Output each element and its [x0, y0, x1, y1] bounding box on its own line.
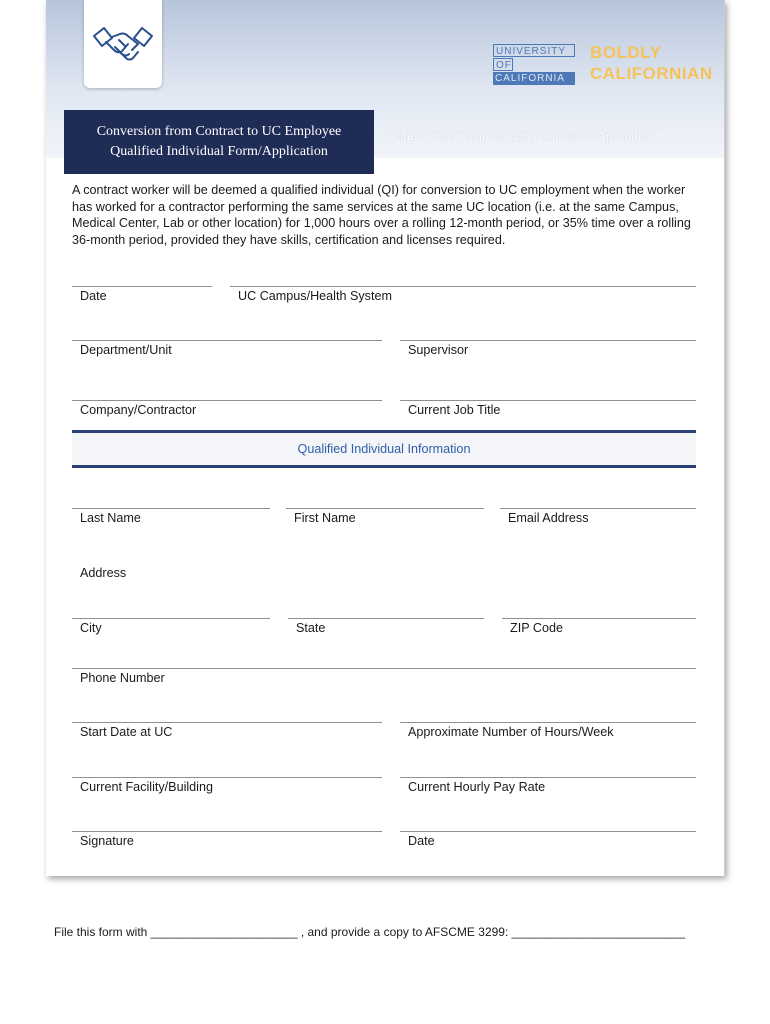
uc-logo-line-1: UNIVERSITY [493, 44, 575, 57]
email-field[interactable] [500, 508, 696, 525]
logo-badge [84, 0, 162, 88]
start-date-label: Start Date at UC [80, 725, 173, 739]
form-title [64, 110, 374, 174]
zip-field[interactable] [502, 618, 696, 635]
phone-field[interactable] [72, 668, 696, 685]
facility-field[interactable] [72, 777, 382, 794]
form-title-line-1: Conversion from Contract to UC Employee [96, 124, 342, 139]
state-label: State [296, 621, 326, 635]
section-header [72, 430, 696, 468]
first-name-label: First Name [294, 511, 356, 525]
appendix-label: Patient Care Technical (EX) Contract – Appendix J [390, 128, 657, 143]
facility-label: Current Facility/Building [80, 780, 213, 794]
university-logo [493, 44, 575, 86]
company-label: Company/Contractor [80, 403, 197, 417]
signature-label: Signature [80, 834, 134, 848]
department-label: Department/Unit [80, 343, 172, 357]
supervisor-field[interactable] [400, 340, 696, 357]
tagline-line-1: BOLDLY [590, 43, 662, 62]
boldly-californian-tagline [590, 42, 713, 84]
supervisor-label: Supervisor [408, 343, 469, 357]
zip-label: ZIP Code [510, 621, 563, 635]
start-date-field[interactable] [72, 722, 382, 739]
date-label: Date [80, 289, 107, 303]
department-field[interactable] [72, 340, 382, 357]
address-field[interactable] [72, 563, 696, 580]
uc-logo-line-2: OF [493, 58, 513, 71]
address-label: Address [80, 566, 127, 580]
last-name-field[interactable] [72, 508, 270, 525]
tagline-line-2: CALIFORNIAN [590, 64, 713, 83]
signature-field[interactable] [72, 831, 382, 848]
state-field[interactable] [288, 618, 484, 635]
city-label: City [80, 621, 102, 635]
first-name-field[interactable] [286, 508, 484, 525]
handshake-icon [92, 22, 154, 66]
email-label: Email Address [508, 511, 589, 525]
intro-paragraph: A contract worker will be deemed a qualified individual (QI) for conversion to UC employment when the worker has worked for a contractor performing the same services at the same UC location (i.e. at the same Campus, Medical Center, Lab or other location) for 1,000 hours over a rolling 12-month period, or 35% time over a rolling 36-month period, provided they have skills, certification and licenses required. [72, 183, 691, 247]
pay-rate-field[interactable] [400, 777, 696, 794]
section-title: Qualified Individual Information [297, 442, 471, 456]
uc-logo-line-3: CALIFORNIA [493, 72, 575, 85]
sign-date-field[interactable] [400, 831, 696, 848]
campus-field[interactable] [230, 286, 696, 303]
job-title-label: Current Job Title [408, 403, 501, 417]
pay-rate-label: Current Hourly Pay Rate [408, 780, 546, 794]
form-title-line-2: Qualified Individual Form/Application [110, 144, 328, 159]
sign-date-label: Date [408, 834, 435, 848]
date-field[interactable] [72, 286, 212, 303]
job-title-field[interactable] [400, 400, 696, 417]
hours-field[interactable] [400, 722, 696, 739]
phone-label: Phone Number [80, 671, 165, 685]
footer-instructions: File this form with ______________________ , and provide a copy to AFSCME 3299: __________________________ [54, 925, 686, 939]
hours-label: Approximate Number of Hours/Week [408, 725, 614, 739]
city-field[interactable] [72, 618, 270, 635]
form-page [46, 0, 725, 876]
company-field[interactable] [72, 400, 382, 417]
campus-label: UC Campus/Health System [238, 289, 392, 303]
last-name-label: Last Name [80, 511, 141, 525]
